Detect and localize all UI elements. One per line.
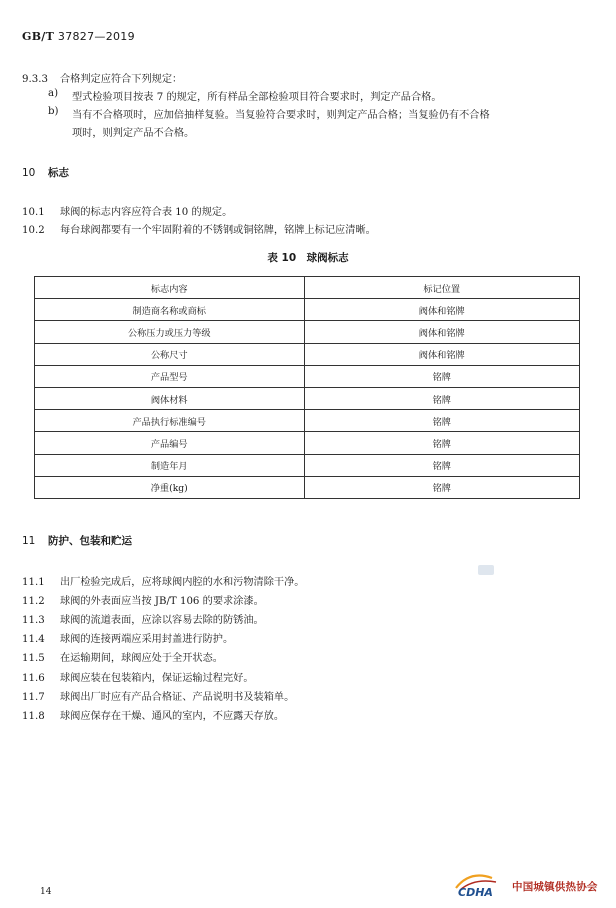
clause-text: 球阀的外表面应当按 JB/T 106 的要求涂漆。 [60, 596, 264, 608]
item-b-text-cont: 项时，则判定产品不合格。 [72, 128, 195, 139]
clause-10-1 [22, 203, 232, 218]
page-number: 14 [40, 887, 52, 897]
marking-location-cell: 阀体和铭牌 [304, 321, 580, 343]
clause-11-5 [22, 649, 223, 664]
clause-text: 球阀应保存在干燥、通风的室内，不应露天存放。 [60, 710, 285, 722]
marking-location-cell: 铭牌 [304, 365, 580, 387]
section-number: 10 [22, 167, 36, 179]
table-row [35, 476, 580, 498]
item-a-label: a) [48, 88, 59, 99]
scan-smudge [478, 565, 494, 575]
marking-content-cell: 阀体材料 [35, 387, 305, 409]
marking-location-cell: 铭牌 [304, 432, 580, 454]
clause-9-3-3 [22, 70, 182, 85]
table-row [35, 432, 580, 454]
table-row [35, 321, 580, 343]
marking-content-cell: 产品编号 [35, 432, 305, 454]
column-header: 标记位置 [304, 277, 580, 299]
clause-11-4 [22, 630, 233, 645]
logo-mark-text: CDHA [458, 886, 493, 898]
table-caption: 表 10 球阀标志 [267, 252, 349, 264]
item-a-text: 型式检验项目按表 7 的规定，所有样品全部检验项目符合要求时，判定产品合格。 [72, 92, 442, 103]
table-row [35, 299, 580, 321]
association-logo [452, 870, 612, 900]
clause-number: 10.2 [22, 225, 45, 236]
clause-number: 11.4 [22, 634, 45, 646]
clause-11-1 [22, 573, 305, 588]
clause-number: 11.2 [22, 596, 45, 608]
clause-number: 11.6 [22, 672, 45, 684]
section-title: 防护、包装和贮运 [48, 535, 132, 547]
clause-text: 在运输期间，球阀应处于全开状态。 [60, 653, 223, 665]
marking-location-cell: 阀体和铭牌 [304, 299, 580, 321]
clause-number: 9.3.3 [22, 74, 48, 85]
standard-prefix: GB/T [22, 30, 55, 43]
clause-11-2 [22, 592, 264, 607]
standard-header [22, 30, 135, 43]
marking-location-cell: 铭牌 [304, 410, 580, 432]
clause-text: 球阀的标志内容应符合表 10 的规定。 [60, 207, 233, 218]
clause-text: 球阀应装在包装箱内，保证运输过程完好。 [60, 672, 254, 684]
clause-number: 11.7 [22, 691, 45, 703]
marking-content-cell: 制造商名称或商标 [35, 299, 305, 321]
marking-content-cell: 公称压力或压力等级 [35, 321, 305, 343]
association-name: 中国城镇供热协会 [512, 881, 598, 893]
table-row [35, 454, 580, 476]
marking-content-cell: 产品执行标准编号 [35, 410, 305, 432]
marking-location-cell: 阀体和铭牌 [304, 343, 580, 365]
section-title: 标志 [48, 167, 69, 179]
clause-text: 球阀的连接两端应采用封盖进行防护。 [60, 634, 234, 646]
clause-number: 11.1 [22, 577, 45, 588]
marking-content-cell: 制造年月 [35, 454, 305, 476]
item-b-text: 当有不合格项时，应加倍抽样复验。当复验符合要求时，则判定产品合格；当复验仍有不合格 [72, 110, 490, 121]
standard-number: 37827—2019 [57, 30, 135, 43]
clause-text: 球阀出厂时应有产品合格证、产品说明书及装箱单。 [60, 691, 295, 703]
marking-content-cell: 公称尺寸 [35, 343, 305, 365]
table-row [35, 410, 580, 432]
table-header-row [35, 277, 580, 299]
clause-text: 出厂检验完成后，应将球阀内腔的水和污物清除干净。 [60, 577, 305, 588]
clause-text: 球阀的流道表面，应涂以容易去除的防锈油。 [60, 615, 264, 627]
marking-content-cell: 产品型号 [35, 365, 305, 387]
marking-table [34, 276, 580, 499]
marking-location-cell: 铭牌 [304, 454, 580, 476]
table-row [35, 365, 580, 387]
marking-content-cell: 净重(kg) [35, 476, 305, 498]
clause-number: 11.5 [22, 653, 45, 665]
cdha-logo-mark [452, 872, 514, 898]
clause-11-3 [22, 611, 264, 626]
column-header: 标志内容 [35, 277, 305, 299]
clause-10-2 [22, 221, 376, 236]
section-11-heading [22, 533, 132, 548]
marking-location-cell: 铭牌 [304, 387, 580, 409]
section-10-heading [22, 165, 69, 180]
item-b-label: b) [48, 106, 59, 117]
clause-11-6 [22, 669, 254, 684]
clause-number: 10.1 [22, 207, 45, 218]
clause-text: 每台球阀都要有一个牢固附着的不锈钢或铜铭牌，铭牌上标记应清晰。 [60, 225, 376, 236]
clause-11-7 [22, 688, 294, 703]
table-row [35, 343, 580, 365]
table-row [35, 387, 580, 409]
clause-number: 11.8 [22, 710, 45, 722]
clause-11-8 [22, 707, 284, 722]
clause-text: 合格判定应符合下列规定： [60, 74, 183, 85]
section-number: 11 [22, 535, 36, 547]
clause-number: 11.3 [22, 615, 45, 627]
marking-location-cell: 铭牌 [304, 476, 580, 498]
